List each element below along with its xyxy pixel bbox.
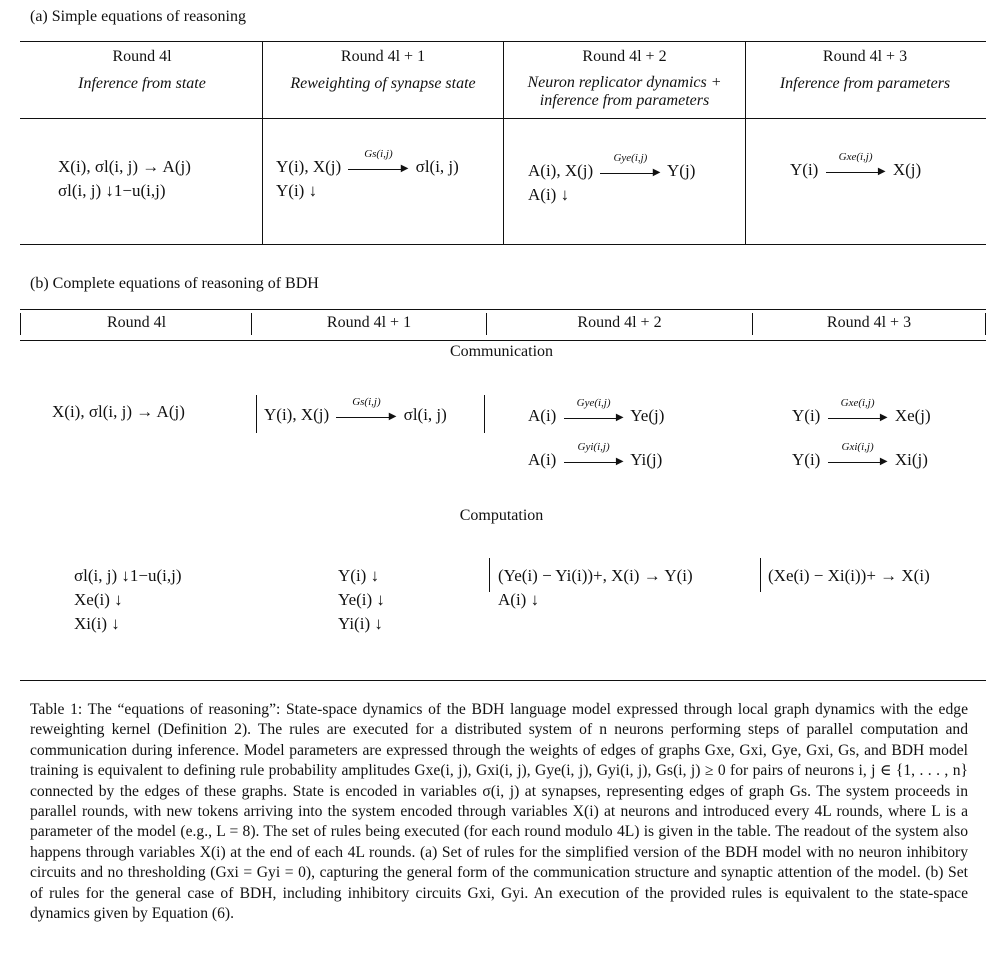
equation-line: Ye(i) ↓	[338, 590, 385, 609]
table-b-header-round0: Round 4l	[106, 314, 167, 331]
table-b-header-rule	[20, 340, 986, 341]
arrow-label: Gs(i,j)	[352, 396, 381, 409]
table-b-comp-round0	[74, 564, 182, 636]
arrow-label: Gs(i,j)	[364, 148, 393, 161]
equation-line: (Ye(i) − Yi(i))+, X(i) → Y(i)	[498, 566, 693, 585]
table-b-header-round1: Round 4l + 1	[326, 314, 412, 331]
computation-label: Computation	[459, 507, 544, 524]
arrow-label: Gye(i,j)	[613, 152, 648, 165]
header-round-label: Round 4l + 1	[340, 48, 426, 65]
equation-rhs: X(j)	[892, 160, 922, 179]
equation-line: A(i) ↓	[528, 185, 570, 204]
table-b-comm-round1	[264, 396, 447, 427]
equation-rhs: σl(i, j)	[403, 405, 447, 424]
table-a-header-round3	[746, 47, 984, 94]
arrow-icon: Gxe(i,j) ▶	[828, 407, 888, 427]
arrow-icon: Gs(i,j) ▶	[336, 406, 396, 426]
equation-lhs: A(i)	[528, 450, 557, 469]
equation-rhs: Xe(j)	[894, 406, 931, 425]
table-b-comp-round2	[498, 564, 693, 612]
equation-line: Y(i) ↓	[338, 566, 380, 585]
equation-line: σl(i, j) ↓1−u(i,j)	[74, 566, 182, 585]
equation-line: X(i), σl(i, j) → A(j)	[58, 157, 191, 176]
part-b-title: (b) Complete equations of reasoning of BDH	[30, 275, 319, 292]
arrow-icon: Gyi(i,j) ▶	[564, 451, 624, 471]
equation-lhs: Y(i), X(j)	[276, 157, 342, 176]
table-a-cell-round3	[790, 151, 922, 182]
table-b-top-rule	[20, 309, 986, 310]
comp-divider	[489, 558, 490, 592]
header-round-label: Round 4l + 2	[582, 48, 667, 65]
header-desc-label: Inference from parameters	[779, 75, 951, 92]
equation-lhs: Y(i)	[792, 406, 821, 425]
equation-line: A(i) ↓	[498, 590, 540, 609]
table-a-cell-round0	[58, 155, 191, 203]
comm-divider	[256, 395, 257, 433]
equation-lhs: Y(i)	[790, 160, 819, 179]
equation-rhs: σl(i, j)	[415, 157, 459, 176]
table-a-cell-round2	[528, 152, 696, 207]
arrow-label: Gye(i,j)	[576, 397, 611, 410]
equation-line: σl(i, j) ↓1−u(i,j)	[58, 181, 166, 200]
table-b-comm-round3	[792, 397, 931, 472]
equation-line: Y(i) ↓	[276, 181, 318, 200]
part-a-title: (a) Simple equations of reasoning	[30, 8, 246, 25]
arrow-icon: Gye(i,j) ▶	[564, 407, 624, 427]
equation-rhs: Y(j)	[667, 161, 696, 180]
equation-rhs: Ye(j)	[630, 406, 665, 425]
equation-line: Xe(i) ↓	[74, 590, 123, 609]
equation-rhs: Yi(j)	[630, 450, 663, 469]
arrow-icon: Gxi(i,j) ▶	[828, 451, 888, 471]
table-b-comm-round0: X(i), σl(i, j) → A(j)	[52, 402, 185, 421]
equation-line: Xi(i) ↓	[74, 614, 120, 633]
arrow-label: Gxi(i,j)	[841, 441, 874, 454]
communication-label: Communication	[449, 343, 554, 360]
equation-lhs: Y(i)	[792, 450, 821, 469]
arrow-label: Gyi(i,j)	[577, 441, 610, 454]
equation-rhs: Xi(j)	[894, 450, 928, 469]
table-a-header-round0	[22, 47, 262, 94]
header-pipe	[985, 313, 986, 335]
arrow-icon: Gxe(i,j) ▶	[826, 161, 886, 181]
table-caption: Table 1: The “equations of reasoning”: State-space dynamics of the BDH language model expressed through local graph dynamics with the edge reweighting kernel (Definition 2). The rules are executed for a distributed system of n neurons performing steps of parallel computation and communication during inference. Model parameters are expressed through the weights of edges of graphs Gxe, Gxi, Gye, Gxi, Gs, and BDH model training is equivalent to defining rule probability amplitudes Gxe(i, j), Gxi(i, j), Gye(i, j), Gyi(i, j), Gs(i, j) ≥ 0 for pairs of neurons i, j ∈ {1, . . . , n} connected by the edges of these graphs. State is encoded in variables σ(i, j) at synapses, representing edges of graph Gs. The system proceeds in parallel rounds, with new tokens arriving into the system encoded through variables X(i) at neurons and introduced every 4L rounds, where L is a parameter of the model (e.g., L = 8). The set of rules being executed (for each round modulo 4L) is given in the table. The readout of the system also happens through variables X(i) at the end of each 4L rounds. (a) Set of rules for the simplified version of the BDH model with no neuron inhibitory circuits and no thresholding (Gxi = Gyi = 0), capturing the general form of the communication structure and synaptic attention of the model. (b) Set of rules for the general case of BDH, including inhibitory circuits Gxi, Gyi. An execution of the provided rules is equivalent to the state-space dynamics given by Equation (6).	[30, 701, 968, 923]
table-b-header-round3: Round 4l + 3	[826, 314, 912, 331]
arrow-icon: Gs(i,j) ▶	[348, 158, 408, 178]
header-round-label: Round 4l	[112, 48, 172, 65]
equation-lhs: A(i)	[528, 406, 557, 425]
equation-line: Yi(i) ↓	[338, 614, 383, 633]
table-a-bottom-rule	[20, 244, 986, 245]
table-b-comp-round3: (Xe(i) − Xi(i))+ → X(i)	[768, 566, 930, 585]
header-desc-label: Reweighting of synapse state	[290, 75, 476, 92]
table-b-header-round2: Round 4l + 2	[577, 314, 662, 331]
table-a-header-round1	[263, 47, 503, 94]
table-b-comp-round1	[338, 564, 385, 636]
arrow-label: Gxe(i,j)	[838, 151, 873, 164]
comm-divider	[484, 395, 485, 433]
table-a-cell-round1	[276, 148, 459, 203]
equation-lhs: Y(i), X(j)	[264, 405, 330, 424]
header-desc-label: Inference from state	[78, 75, 206, 92]
table-b-comm-round2	[528, 397, 665, 472]
header-round-label: Round 4l + 3	[822, 48, 908, 65]
table-a-header-round2	[504, 47, 745, 110]
header-pipe	[20, 313, 21, 335]
table-b-bottom-rule	[20, 680, 986, 681]
comp-divider	[760, 558, 761, 592]
equation-lhs: A(i), X(j)	[528, 161, 594, 180]
arrow-icon: Gye(i,j) ▶	[600, 162, 660, 182]
arrow-label: Gxe(i,j)	[840, 397, 875, 410]
header-desc-label: Neuron replicator dynamics + inference from parameters	[527, 74, 722, 109]
